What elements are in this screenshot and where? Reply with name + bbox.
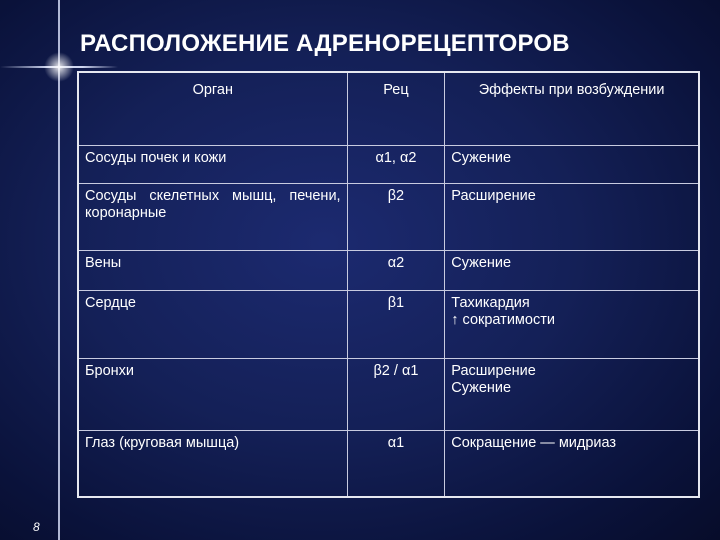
page-number: 8	[33, 520, 40, 534]
organ-cell: Глаз (круговая мышца)	[78, 430, 347, 497]
receptor-cell: β2	[347, 183, 445, 250]
effects-cell	[445, 430, 699, 497]
effect-text: Расширение	[451, 187, 536, 204]
receptor-cell: β1	[347, 290, 445, 358]
effect-text: Сужение	[451, 254, 512, 271]
effect-text: Сужение	[451, 149, 512, 166]
table-row	[78, 250, 699, 290]
receptor-cell: α2	[347, 250, 445, 290]
organ-cell: Вены	[78, 250, 347, 290]
receptor-cell: α1, α2	[347, 145, 445, 183]
organ-cell: Бронхи	[78, 358, 347, 430]
header-receptor: Рец	[347, 72, 445, 145]
effects-cell	[445, 358, 699, 430]
table-row	[78, 430, 699, 497]
effect-text: Сокращение — мидриаз	[451, 434, 617, 451]
effect-text: Сужение	[451, 379, 512, 396]
decorative-glow	[44, 52, 74, 82]
effects-cell	[445, 250, 699, 290]
table-row	[78, 145, 699, 183]
effect-text: ↑ сократимости	[451, 311, 555, 328]
effect-text: Тахикардия	[451, 294, 530, 311]
organ-cell: Сосуды скелетных мышц, печени, коронарные	[78, 183, 347, 250]
organ-cell: Сердце	[78, 290, 347, 358]
header-effects: Эффекты при возбуждении	[445, 72, 699, 145]
receptor-cell: α1	[347, 430, 445, 497]
receptor-cell: β2 / α1	[347, 358, 445, 430]
header-organ: Орган	[78, 72, 347, 145]
page-title: РАСПОЛОЖЕНИЕ АДРЕНОРЕЦЕПТОРОВ	[80, 30, 570, 57]
effects-cell	[445, 290, 699, 358]
receptor-table	[77, 71, 700, 498]
table-row	[78, 358, 699, 430]
table-header-row	[78, 72, 699, 145]
table-row	[78, 183, 699, 250]
table-row	[78, 290, 699, 358]
organ-cell: Сосуды почек и кожи	[78, 145, 347, 183]
effects-cell	[445, 183, 699, 250]
effect-text: Расширение	[451, 362, 536, 379]
effects-cell	[445, 145, 699, 183]
